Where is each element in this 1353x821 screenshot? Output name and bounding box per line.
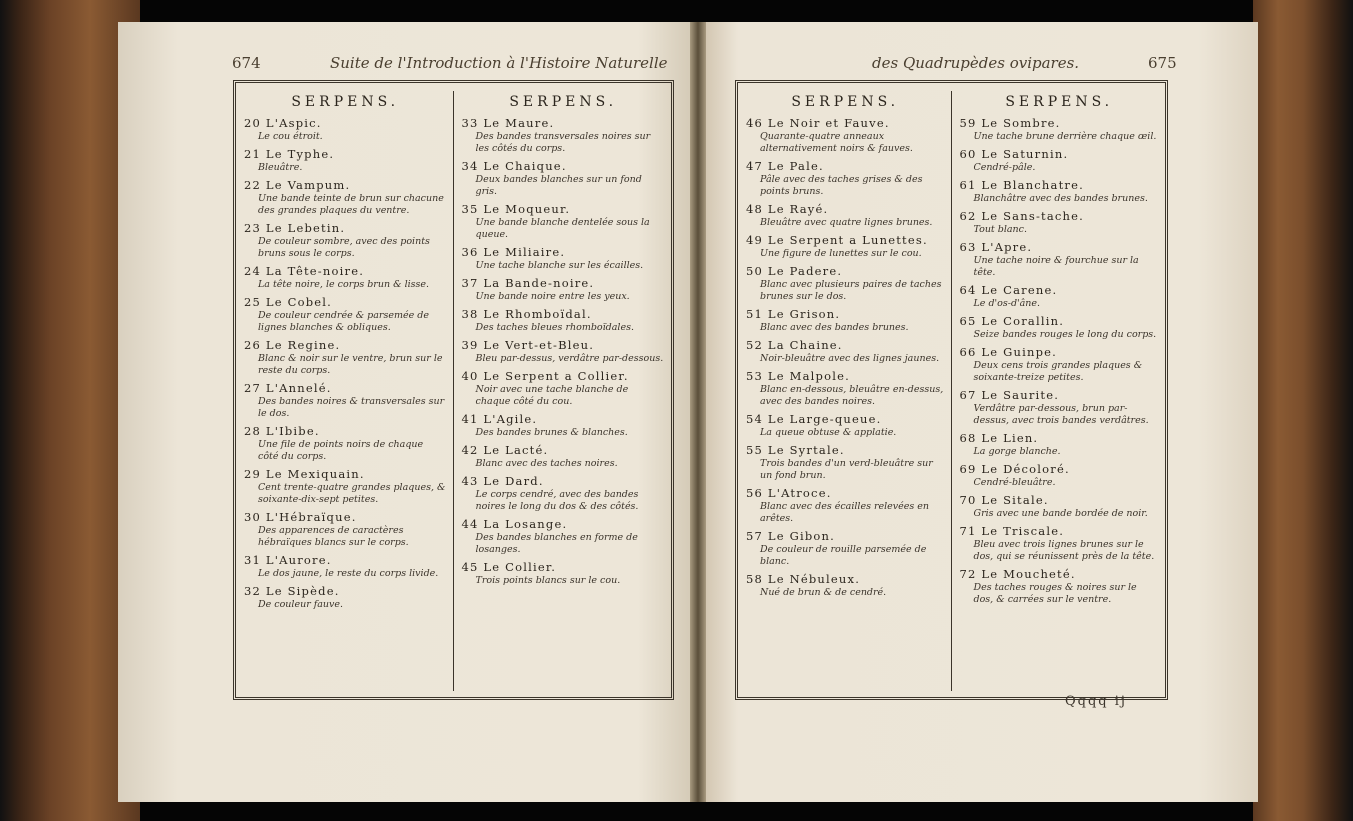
species-description: Cendré-bleuâtre. xyxy=(973,477,1056,488)
species-entry xyxy=(746,202,945,229)
species-heading xyxy=(746,116,945,130)
species-description: Bleu par-dessus, verdâtre par-dessous. xyxy=(475,353,664,364)
species-description: De couleur cendrée & parsemée de lignes blanches & obliques. xyxy=(258,310,429,333)
species-heading xyxy=(244,147,447,161)
species-entry xyxy=(746,116,945,155)
species-heading xyxy=(462,412,666,426)
species-name: Le Corallin. xyxy=(981,314,1065,328)
species-number: 53 xyxy=(746,369,764,383)
species-entry xyxy=(244,264,447,291)
column xyxy=(236,91,454,691)
species-name: Le Noir et Fauve. xyxy=(767,116,890,130)
species-name: L'Aurore. xyxy=(265,553,332,567)
species-description: Des bandes brunes & blanches. xyxy=(475,427,628,438)
species-description: Gris avec une bande bordée de noir. xyxy=(973,508,1148,519)
species-entry xyxy=(244,147,447,174)
species-number: 30 xyxy=(244,510,262,524)
species-heading xyxy=(462,474,666,488)
species-number: 21 xyxy=(244,147,262,161)
species-number: 55 xyxy=(746,443,764,457)
species-heading xyxy=(462,338,666,352)
species-heading xyxy=(462,202,666,216)
species-number: 63 xyxy=(959,240,977,254)
species-description: Bleu avec trois lignes brunes sur le dos, qui se réunissent près de la tête. xyxy=(973,539,1155,562)
species-entry xyxy=(746,233,945,260)
species-description: De couleur sombre, avec des points bruns sous le corps. xyxy=(258,236,430,259)
species-heading xyxy=(462,369,666,383)
species-description: La tête noire, le corps brun & lisse. xyxy=(258,279,430,290)
species-number: 59 xyxy=(959,116,977,130)
species-number: 25 xyxy=(244,295,262,309)
species-description: Blanc avec plusieurs paires de taches brunes sur le dos. xyxy=(760,279,942,302)
species-name: Le Padere. xyxy=(767,264,843,278)
species-description: Une tache blanche sur les écailles. xyxy=(475,260,644,271)
species-description: Une bande teinte de brun sur chacune des grandes plaques du ventre. xyxy=(258,193,444,216)
species-entry xyxy=(960,493,1160,520)
species-description: Trois bandes d'un verd-bleuâtre sur un fond brun. xyxy=(760,458,933,481)
species-description: Bleuâtre avec quatre lignes brunes. xyxy=(760,217,933,228)
species-number: 31 xyxy=(244,553,262,567)
species-entry xyxy=(462,474,666,513)
left-table-frame xyxy=(233,80,674,700)
species-name: Le Guinpe. xyxy=(981,345,1058,359)
species-number: 69 xyxy=(959,462,977,476)
species-description: Noir-bleuâtre avec des lignes jaunes. xyxy=(760,353,940,364)
species-name: L'Hébraïque. xyxy=(265,510,357,524)
species-number: 62 xyxy=(959,209,977,223)
species-heading xyxy=(746,233,945,247)
species-heading xyxy=(746,338,945,352)
species-heading xyxy=(746,572,945,586)
species-heading xyxy=(746,159,945,173)
species-number: 47 xyxy=(746,159,764,173)
species-number: 57 xyxy=(746,529,764,543)
species-number: 52 xyxy=(746,338,764,352)
left-page-number: 674 xyxy=(232,54,261,72)
species-heading xyxy=(960,462,1160,476)
species-entry xyxy=(746,529,945,568)
species-name: Le Typhe. xyxy=(265,147,335,161)
species-number: 28 xyxy=(244,424,262,438)
species-description: Le d'os-d'âne. xyxy=(973,298,1041,309)
column xyxy=(454,91,672,691)
column-title: SERPENS. xyxy=(291,94,400,110)
species-heading xyxy=(244,553,447,567)
right-running-head: des Quadrupèdes ovipares. xyxy=(872,54,1080,72)
species-description: Blanc avec des écailles relevées en arêtes. xyxy=(760,501,930,524)
species-number: 70 xyxy=(959,493,977,507)
species-name: La Tête-noire. xyxy=(265,264,365,278)
species-name: Le Rayé. xyxy=(767,202,829,216)
species-name: Le Maure. xyxy=(483,116,555,130)
species-heading xyxy=(244,264,447,278)
species-heading xyxy=(244,467,447,481)
species-entry xyxy=(244,295,447,334)
species-description: Blanc & noir sur le ventre, brun sur le reste du corps. xyxy=(258,353,443,376)
species-entry xyxy=(462,517,666,556)
species-description: Le dos jaune, le reste du corps livide. xyxy=(258,568,439,579)
species-heading xyxy=(462,307,666,321)
species-description: La gorge blanche. xyxy=(973,446,1061,457)
species-entry xyxy=(960,314,1160,341)
species-description: Deux cens trois grandes plaques & soixante-treize petites. xyxy=(973,360,1143,383)
species-name: Le Nébuleux. xyxy=(767,572,861,586)
species-description: Des apparences de caractères hébraïques blancs sur le corps. xyxy=(258,525,409,548)
species-heading xyxy=(244,178,447,192)
species-name: Le Miliaire. xyxy=(483,245,566,259)
species-description: Deux bandes blanches sur un fond gris. xyxy=(475,174,642,197)
species-entry xyxy=(960,431,1160,458)
column-title: SERPENS. xyxy=(1005,94,1114,110)
species-heading xyxy=(462,443,666,457)
species-name: Le Large-queue. xyxy=(767,412,882,426)
species-entry xyxy=(462,369,666,408)
species-name: Le Malpole. xyxy=(767,369,850,383)
species-description: Tout blanc. xyxy=(973,224,1028,235)
species-number: 38 xyxy=(461,307,479,321)
species-heading xyxy=(960,240,1160,254)
species-number: 42 xyxy=(461,443,479,457)
species-name: Le Pale. xyxy=(767,159,824,173)
species-description: Quarante-quatre anneaux alternativement noirs & fauves. xyxy=(760,131,913,154)
species-entry xyxy=(244,553,447,580)
species-entry xyxy=(244,116,447,143)
species-description: Seize bandes rouges le long du corps. xyxy=(973,329,1157,340)
species-name: Le Carene. xyxy=(981,283,1058,297)
species-heading xyxy=(746,369,945,383)
species-number: 20 xyxy=(244,116,262,130)
species-description: Une bande blanche dentelée sous la queue. xyxy=(475,217,650,240)
species-number: 33 xyxy=(461,116,479,130)
species-number: 71 xyxy=(959,524,977,538)
species-description: Cendré-pâle. xyxy=(973,162,1036,173)
species-name: L'Apre. xyxy=(981,240,1033,254)
species-number: 66 xyxy=(959,345,977,359)
species-entry xyxy=(746,412,945,439)
species-heading xyxy=(462,116,666,130)
species-entry xyxy=(462,245,666,272)
species-name: Le Sitale. xyxy=(981,493,1049,507)
species-entry xyxy=(960,178,1160,205)
column-title: SERPENS. xyxy=(509,94,618,110)
species-description: Des bandes transversales noires sur les côtés du corps. xyxy=(475,131,651,154)
species-name: Le Chaique. xyxy=(483,159,567,173)
species-name: Le Moqueur. xyxy=(483,202,571,216)
species-number: 26 xyxy=(244,338,262,352)
species-number: 24 xyxy=(244,264,262,278)
species-name: Le Décoloré. xyxy=(981,462,1070,476)
species-name: La Losange. xyxy=(483,517,568,531)
species-entry xyxy=(462,412,666,439)
species-number: 68 xyxy=(959,431,977,445)
species-description: Une figure de lunettes sur le cou. xyxy=(760,248,922,259)
species-number: 45 xyxy=(461,560,479,574)
species-number: 54 xyxy=(746,412,764,426)
species-name: Le Mexiquain. xyxy=(265,467,365,481)
species-name: Le Saurite. xyxy=(981,388,1060,402)
species-number: 32 xyxy=(244,584,262,598)
species-description: Le cou étroit. xyxy=(258,131,323,142)
species-name: Le Sans-tache. xyxy=(981,209,1085,223)
species-heading xyxy=(244,295,447,309)
species-entry xyxy=(960,209,1160,236)
species-name: Le Sombre. xyxy=(981,116,1061,130)
species-heading xyxy=(746,529,945,543)
species-number: 56 xyxy=(746,486,764,500)
species-description: Une file de points noirs de chaque côté du corps. xyxy=(258,439,424,462)
species-description: Pâle avec des taches grises & des points bruns. xyxy=(760,174,923,197)
species-name: Le Moucheté. xyxy=(981,567,1076,581)
species-heading xyxy=(960,388,1160,402)
species-heading xyxy=(746,486,945,500)
species-description: Blanchâtre avec des bandes brunes. xyxy=(973,193,1148,204)
species-entry xyxy=(960,345,1160,384)
species-name: L'Aspic. xyxy=(265,116,322,130)
species-name: Le Sipède. xyxy=(265,584,340,598)
species-name: Le Vampum. xyxy=(265,178,351,192)
species-entry xyxy=(462,159,666,198)
species-entry xyxy=(244,424,447,463)
species-name: Le Lien. xyxy=(981,431,1039,445)
column-title: SERPENS. xyxy=(791,94,900,110)
species-description: Bleuâtre. xyxy=(258,162,303,173)
species-description: De couleur de rouille parsemée de blanc. xyxy=(760,544,927,567)
species-description: Noir avec une tache blanche de chaque côté du cou. xyxy=(475,384,629,407)
species-name: Le Lacté. xyxy=(483,443,549,457)
species-heading xyxy=(462,159,666,173)
species-description: Des bandes blanches en forme de losanges. xyxy=(475,532,638,555)
species-description: Nué de brun & de cendré. xyxy=(760,587,887,598)
species-number: 35 xyxy=(461,202,479,216)
species-heading xyxy=(960,431,1160,445)
species-entry xyxy=(960,388,1160,427)
species-name: Le Triscale. xyxy=(981,524,1065,538)
species-name: La Bande-noire. xyxy=(483,276,595,290)
species-heading xyxy=(462,560,666,574)
species-entry xyxy=(244,381,447,420)
species-name: Le Syrtale. xyxy=(767,443,845,457)
species-entry xyxy=(960,240,1160,279)
species-number: 34 xyxy=(461,159,479,173)
species-entry xyxy=(462,307,666,334)
species-number: 60 xyxy=(959,147,977,161)
species-name: Le Lebetin. xyxy=(265,221,346,235)
species-entry xyxy=(462,202,666,241)
species-number: 61 xyxy=(959,178,977,192)
species-heading xyxy=(960,116,1160,130)
species-heading xyxy=(244,338,447,352)
species-entry xyxy=(244,467,447,506)
species-heading xyxy=(462,245,666,259)
species-number: 43 xyxy=(461,474,479,488)
species-name: La Chaine. xyxy=(767,338,843,352)
species-entry xyxy=(462,276,666,303)
species-name: Le Saturnin. xyxy=(981,147,1069,161)
species-heading xyxy=(960,209,1160,223)
species-name: L'Ibibe. xyxy=(265,424,320,438)
book-cover-right xyxy=(1253,0,1353,821)
species-name: L'Agile. xyxy=(483,412,538,426)
species-heading xyxy=(244,584,447,598)
species-heading xyxy=(746,412,945,426)
species-heading xyxy=(746,264,945,278)
right-table-frame xyxy=(735,80,1168,700)
signature-mark: Qqqq ij xyxy=(1065,694,1127,709)
species-description: Le corps cendré, avec des bandes noires le long du dos & des côtés. xyxy=(475,489,639,512)
species-name: Le Serpent a Collier. xyxy=(483,369,629,383)
species-name: L'Atroce. xyxy=(767,486,832,500)
species-entry xyxy=(462,443,666,470)
species-name: Le Grison. xyxy=(767,307,841,321)
species-name: Le Rhomboïdal. xyxy=(483,307,592,321)
species-description: Une bande noire entre les yeux. xyxy=(475,291,630,302)
species-heading xyxy=(746,443,945,457)
species-heading xyxy=(244,381,447,395)
species-heading xyxy=(960,314,1160,328)
species-number: 37 xyxy=(461,276,479,290)
species-description: Des bandes noires & transversales sur le dos. xyxy=(258,396,445,419)
species-entry xyxy=(244,221,447,260)
species-name: Le Dard. xyxy=(483,474,544,488)
species-description: Trois points blancs sur le cou. xyxy=(475,575,621,586)
species-number: 58 xyxy=(746,572,764,586)
species-description: Une tache noire & fourchue sur la tête. xyxy=(973,255,1139,278)
species-entry xyxy=(746,369,945,408)
species-entry xyxy=(746,264,945,303)
species-heading xyxy=(244,221,447,235)
column xyxy=(952,91,1166,691)
book-gutter xyxy=(690,22,706,802)
species-number: 27 xyxy=(244,381,262,395)
species-heading xyxy=(244,116,447,130)
species-number: 49 xyxy=(746,233,764,247)
species-description: La queue obtuse & applatie. xyxy=(760,427,897,438)
left-running-head: Suite de l'Introduction à l'Histoire Naturelle xyxy=(330,54,668,72)
species-entry xyxy=(244,584,447,611)
species-description: Blanc en-dessous, bleuâtre en-dessus, avec des bandes noires. xyxy=(760,384,944,407)
species-name: Le Cobel. xyxy=(265,295,333,309)
species-entry xyxy=(746,443,945,482)
species-number: 29 xyxy=(244,467,262,481)
species-name: Le Serpent a Lunettes. xyxy=(767,233,928,247)
species-entry xyxy=(960,283,1160,310)
species-description: Des taches bleues rhomboïdales. xyxy=(475,322,634,333)
species-name: Le Vert-et-Bleu. xyxy=(483,338,595,352)
species-number: 41 xyxy=(461,412,479,426)
species-description: Verdâtre par-dessous, brun par-dessus, avec trois bandes verdâtres. xyxy=(973,403,1149,426)
species-entry xyxy=(746,572,945,599)
species-entry xyxy=(746,486,945,525)
species-entry xyxy=(746,338,945,365)
species-heading xyxy=(960,178,1160,192)
species-number: 36 xyxy=(461,245,479,259)
species-entry xyxy=(960,116,1160,143)
species-number: 23 xyxy=(244,221,262,235)
species-number: 64 xyxy=(959,283,977,297)
species-number: 39 xyxy=(461,338,479,352)
species-entry xyxy=(960,524,1160,563)
species-heading xyxy=(462,276,666,290)
species-entry xyxy=(462,338,666,365)
column xyxy=(738,91,952,691)
species-number: 46 xyxy=(746,116,764,130)
species-entry xyxy=(746,307,945,334)
species-description: Une tache brune derrière chaque œil. xyxy=(973,131,1157,142)
species-name: L'Annelé. xyxy=(265,381,332,395)
species-number: 67 xyxy=(959,388,977,402)
species-name: Le Regine. xyxy=(265,338,341,352)
species-entry xyxy=(244,178,447,217)
species-number: 48 xyxy=(746,202,764,216)
species-description: Blanc avec des taches noires. xyxy=(475,458,618,469)
species-description: Des taches rouges & noires sur le dos, & carrées sur le ventre. xyxy=(973,582,1137,605)
species-heading xyxy=(960,567,1160,581)
right-page-number: 675 xyxy=(1148,54,1177,72)
species-entry xyxy=(244,338,447,377)
species-entry xyxy=(462,560,666,587)
species-heading xyxy=(462,517,666,531)
species-number: 65 xyxy=(959,314,977,328)
species-description: De couleur fauve. xyxy=(258,599,344,610)
species-heading xyxy=(244,424,447,438)
species-number: 51 xyxy=(746,307,764,321)
species-entry xyxy=(960,567,1160,606)
species-number: 50 xyxy=(746,264,764,278)
species-number: 44 xyxy=(461,517,479,531)
species-name: Le Gibon. xyxy=(767,529,836,543)
species-description: Cent trente-quatre grandes plaques, & soixante-dix-sept petites. xyxy=(258,482,446,505)
species-heading xyxy=(960,345,1160,359)
species-heading xyxy=(960,493,1160,507)
species-heading xyxy=(960,524,1160,538)
species-entry xyxy=(746,159,945,198)
species-number: 22 xyxy=(244,178,262,192)
species-entry xyxy=(462,116,666,155)
species-entry xyxy=(244,510,447,549)
species-heading xyxy=(960,147,1160,161)
species-entry xyxy=(960,462,1160,489)
species-heading xyxy=(746,202,945,216)
species-number: 40 xyxy=(461,369,479,383)
species-name: Le Collier. xyxy=(483,560,557,574)
species-entry xyxy=(960,147,1160,174)
species-name: Le Blanchatre. xyxy=(981,178,1084,192)
species-heading xyxy=(244,510,447,524)
species-number: 72 xyxy=(959,567,977,581)
species-heading xyxy=(960,283,1160,297)
species-description: Blanc avec des bandes brunes. xyxy=(760,322,909,333)
species-heading xyxy=(746,307,945,321)
